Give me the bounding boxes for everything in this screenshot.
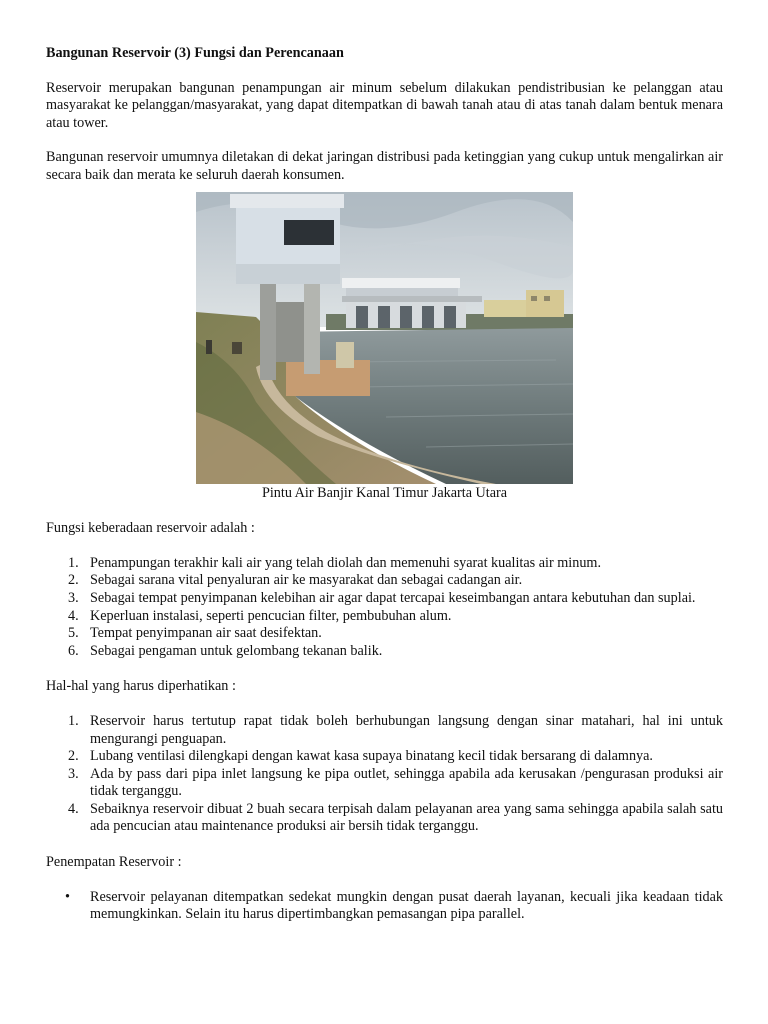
figure-caption: Pintu Air Banjir Kanal Timur Jakarta Utara bbox=[261, 484, 508, 501]
hal-heading: Hal-hal yang harus diperhatikan : bbox=[46, 678, 236, 695]
list-item-text: Reservoir harus tertutup rapat tidak boleh berhubungan langsung dengan sinar matahari, hal ini untuk mengurangi penguapan. bbox=[90, 712, 723, 747]
list-item bbox=[46, 572, 723, 590]
list-number: 3. bbox=[68, 765, 79, 782]
fungsi-heading: Fungsi keberadaan reservoir adalah : bbox=[46, 520, 255, 537]
penempatan-list bbox=[46, 889, 723, 924]
reservoir-photo bbox=[196, 192, 573, 484]
location-paragraph: Bangunan reservoir umumnya diletakan di dekat jaringan distribusi pada ketinggian yang cukup untuk mengalirkan air secara baik dan merata ke seluruh daerah konsumen. bbox=[46, 149, 723, 183]
list-item-text: Sebaiknya reservoir dibuat 2 buah secara terpisah dalam pelayanan area yang sama sehingga apabila salah satu ada pencucian atau maintenance produksi air bersih tidak terganggu. bbox=[90, 800, 723, 835]
list-item-text: Sebagai sarana vital penyaluran air ke masyarakat dan sebagai cadangan air. bbox=[90, 572, 523, 589]
list-item bbox=[46, 713, 723, 748]
document-title: Bangunan Reservoir (3) Fungsi dan Perencanaan bbox=[46, 45, 344, 61]
list-item bbox=[46, 590, 723, 608]
list-item bbox=[46, 889, 723, 924]
list-item-text: Sebagai tempat penyimpanan kelebihan air agar dapat tercapai keseimbangan antara kebutuhan dan suplai. bbox=[90, 589, 696, 606]
list-item bbox=[46, 748, 723, 766]
list-number: 3. bbox=[68, 589, 79, 606]
bullet-icon: • bbox=[65, 888, 70, 905]
intro-paragraph: Reservoir merupakan bangunan penampungan air minum sebelum dilakukan pendistribusian ke pelanggan atau masyarakat ke pelanggan/masyarakat, yang dapat ditempatkan di bawah tanah atau di atas tanah dalam bentuk menara atau tower. bbox=[46, 79, 723, 131]
fungsi-list bbox=[46, 555, 723, 661]
list-item-text: Penampungan terakhir kali air yang telah diolah dan memenuhi syarat kualitas air minum. bbox=[90, 554, 601, 571]
list-item-text: Ada by pass dari pipa inlet langsung ke pipa outlet, sehingga apabila ada kerusakan /pengurasan produksi air tidak terganggu. bbox=[90, 765, 723, 800]
list-item-text: Lubang ventilasi dilengkapi dengan kawat kasa supaya binatang kecil tidak bersarang di dalamnya. bbox=[90, 748, 653, 765]
list-number: 2. bbox=[68, 748, 79, 765]
list-number: 1. bbox=[68, 554, 79, 571]
list-number: 5. bbox=[68, 625, 79, 642]
list-item-text: Reservoir pelayanan ditempatkan sedekat mungkin dengan pusat daerah layanan, kecuali jika keadaan tidak memungkinkan. Selain itu harus dipertimbangkan pemasangan pipa parallel. bbox=[90, 888, 723, 923]
list-number: 1. bbox=[68, 712, 79, 729]
list-item bbox=[46, 643, 723, 661]
list-item bbox=[46, 801, 723, 836]
list-number: 2. bbox=[68, 572, 79, 589]
list-item bbox=[46, 555, 723, 573]
list-item-text: Tempat penyimpanan air saat desifektan. bbox=[90, 625, 322, 642]
list-item bbox=[46, 625, 723, 643]
figure bbox=[196, 192, 573, 503]
list-item-text: Sebagai pengaman untuk gelombang tekanan balik. bbox=[90, 642, 383, 659]
list-item bbox=[46, 608, 723, 626]
penempatan-heading: Penempatan Reservoir : bbox=[46, 854, 182, 871]
document-body bbox=[46, 45, 723, 942]
list-number: 6. bbox=[68, 642, 79, 659]
list-item bbox=[46, 766, 723, 801]
list-item-text: Keperluan instalasi, seperti pencucian filter, pembubuhan alum. bbox=[90, 607, 452, 624]
list-number: 4. bbox=[68, 607, 79, 624]
list-number: 4. bbox=[68, 800, 79, 817]
hal-list bbox=[46, 713, 723, 836]
